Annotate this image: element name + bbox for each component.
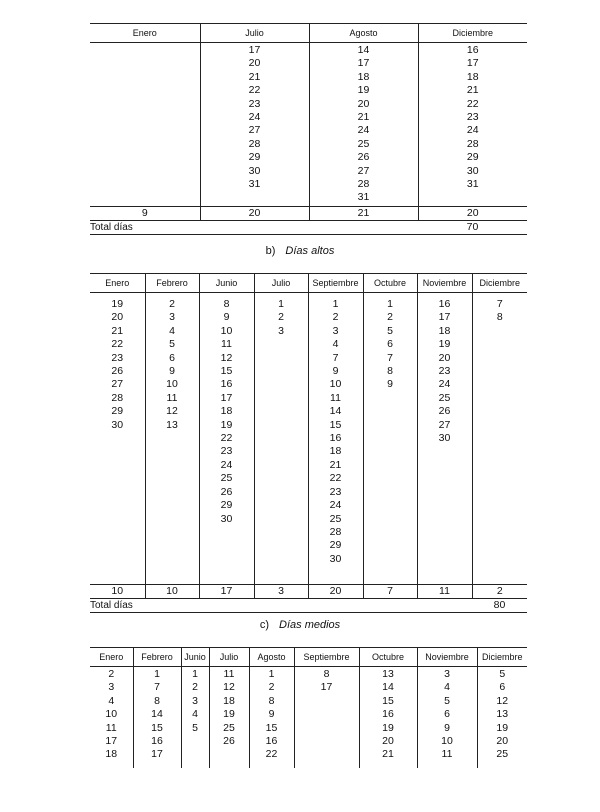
col-header: Diciembre [477,648,527,667]
count-cell: 10 [145,585,199,599]
day-list: 14 17 18 19 20 21 24 25 26 27 28 31 [309,43,418,207]
col-header: Enero [105,278,130,288]
col-header: Junio [199,274,254,293]
day-list [90,43,200,207]
count-cell: 9 [141,207,148,219]
col-header: Junio [181,648,209,667]
count-cell: 11 [417,585,472,599]
table-a [90,23,527,235]
day-list: 2 3 4 5 6 9 10 11 12 13 [145,293,199,585]
count-cell: 20 [200,207,309,221]
table-c [90,647,527,768]
day-list: 16 17 18 19 20 23 24 25 26 27 30 [417,293,472,585]
count-cell: 20 [418,207,527,221]
col-header: Julio [209,648,249,667]
day-list: 11 12 18 19 25 26 [209,667,249,769]
count-cell: 7 [363,585,417,599]
day-list: 5 6 12 13 19 20 25 [477,667,527,769]
day-list: 13 14 15 16 19 20 21 [359,667,417,769]
col-header: Septiembre [308,274,363,293]
table-b [90,273,527,613]
col-header: Noviembre [417,648,477,667]
col-header: Julio [254,274,308,293]
col-header: Octubre [359,648,417,667]
count-cell: 10 [111,585,124,597]
count-cell: 2 [472,585,527,599]
col-header: Agosto [249,648,294,667]
day-list: 8 17 [294,667,359,769]
day-list: 7 8 [472,293,527,585]
col-header: Enero [99,652,124,662]
count-cell: 3 [254,585,308,599]
total-value: 80 [493,599,506,611]
day-list: 1 2 8 9 15 16 22 [249,667,294,769]
col-header: Octubre [363,274,417,293]
col-header: Noviembre [417,274,472,293]
col-header: Septiembre [294,648,359,667]
section-letter: b) [265,245,276,257]
section-title: Días altos [285,245,335,257]
section-b-caption [0,245,600,257]
day-list: 1 2 3 [254,293,308,585]
total-label: Total días [90,600,133,611]
col-header: Febrero [133,648,181,667]
total-value: 70 [466,221,479,233]
day-list: 1 2 3 4 5 [181,667,209,769]
day-list: 1 2 3 4 7 9 10 11 14 15 16 18 21 22 23 24 25 28 29 30 [308,293,363,585]
col-header: Diciembre [472,274,527,293]
day-list: 8 9 10 11 12 15 16 17 18 19 22 23 24 25 26 29 30 [199,293,254,585]
day-list: 1 7 8 14 15 16 17 [133,667,181,769]
col-header: Enero [132,28,157,38]
day-list: 19 20 21 22 23 26 27 28 29 30 [111,298,124,431]
day-list: 1 2 5 6 7 8 9 [363,293,417,585]
col-header: Julio [200,24,309,43]
col-header: Agosto [309,24,418,43]
count-cell: 17 [199,585,254,599]
count-cell: 21 [309,207,418,221]
day-list: 3 4 5 6 9 10 11 [417,667,477,769]
day-list: 17 20 21 22 23 24 27 28 29 30 31 [200,43,309,207]
section-letter: c) [259,619,270,631]
section-c-caption [0,619,600,631]
count-cell: 20 [308,585,363,599]
col-header: Febrero [145,274,199,293]
day-list: 2 3 4 10 11 17 18 [105,668,118,761]
total-label: Total días [90,222,133,233]
col-header: Diciembre [418,24,527,43]
section-title: Días medios [279,619,341,631]
day-list: 16 17 18 21 22 23 24 28 29 30 31 [418,43,527,207]
